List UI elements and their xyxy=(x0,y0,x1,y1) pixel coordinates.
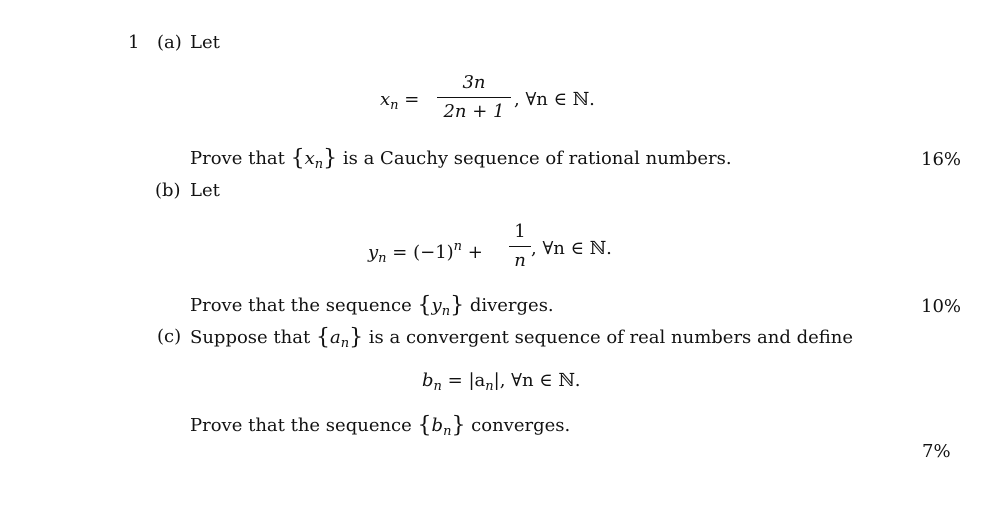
part-c-rhs-prefix: = |a xyxy=(447,370,486,391)
part-a-prove-suffix: is a Cauchy sequence of rational numbers. xyxy=(342,148,732,169)
part-a-prove-prefix: Prove that xyxy=(190,148,285,169)
part-a-equals: = xyxy=(404,89,420,110)
part-b-intro: Let xyxy=(190,180,220,201)
part-b-exponent: n xyxy=(453,239,463,254)
part-c-prove-prefix: Prove that the sequence xyxy=(190,415,412,436)
part-b-lhs-sub: n xyxy=(378,251,387,266)
part-a-lhs-var: x xyxy=(380,89,391,110)
part-b-prove-prefix: Prove that the sequence xyxy=(190,295,412,316)
part-b-set-sub: n xyxy=(441,304,451,319)
part-c-intro xyxy=(190,327,853,350)
part-a-lhs-sub: n xyxy=(390,98,399,113)
part-c-prove-suffix: converges. xyxy=(471,415,571,436)
part-b-equation-suffix: , ∀n ∈ ℕ. xyxy=(531,238,612,259)
part-a-prove-text xyxy=(190,148,732,171)
part-a-set-var: x xyxy=(304,148,315,169)
part-b-prove-suffix: diverges. xyxy=(469,295,554,316)
part-b-denominator: n xyxy=(514,250,526,272)
part-b-lhs-var: y xyxy=(368,242,379,263)
part-b-marks: 10% xyxy=(921,296,962,317)
part-a-denominator: 2n + 1 xyxy=(443,101,505,123)
part-b-fraction-bar xyxy=(509,246,531,247)
part-b-plus: + xyxy=(467,242,483,263)
part-a-close-brace: } xyxy=(323,146,338,171)
part-a-set-sub: n xyxy=(314,157,324,172)
part-c-close-brace-2: } xyxy=(451,413,466,438)
part-a-fraction-bar xyxy=(437,97,511,98)
part-c-open-brace: { xyxy=(315,325,330,350)
part-c-set-var: a xyxy=(329,327,341,348)
part-c-intro-suffix: is a convergent sequence of real numbers and define xyxy=(368,327,854,348)
part-a-equation-suffix: , ∀n ∈ ℕ. xyxy=(514,89,595,110)
part-c-rhs-suffix: |, ∀n ∈ ℕ. xyxy=(493,370,581,391)
part-b-set-var: y xyxy=(431,295,442,316)
part-c-marks: 7% xyxy=(922,441,951,462)
part-c-close-brace: } xyxy=(349,325,364,350)
part-b-label: (b) xyxy=(155,180,181,201)
part-c-intro-prefix: Suppose that xyxy=(190,327,311,348)
part-b-fraction xyxy=(509,223,531,270)
part-c-rhs-sub: n xyxy=(485,379,494,394)
part-b-prove-text xyxy=(190,295,554,318)
part-a-open-brace: { xyxy=(290,146,305,171)
part-a-label: (a) xyxy=(157,32,182,53)
part-c-open-brace-2: { xyxy=(417,413,432,438)
part-c-set-sub: n xyxy=(340,336,350,351)
part-a-marks: 16% xyxy=(921,149,962,170)
question-number: 1 xyxy=(128,32,140,53)
part-b-open-brace: { xyxy=(417,293,432,318)
part-b-expr-left: = (−1) xyxy=(392,242,454,263)
part-a-equation-lhs xyxy=(380,91,419,112)
part-c-prove-text xyxy=(190,415,570,438)
part-c-lhs-sub: n xyxy=(433,379,442,394)
part-c-lhs-var: b xyxy=(422,370,434,391)
part-a-intro: Let xyxy=(190,32,220,53)
part-b-numerator: 1 xyxy=(514,221,526,242)
part-c-equation xyxy=(422,372,581,393)
part-b-close-brace: } xyxy=(450,293,465,318)
part-a-numerator: 3n xyxy=(462,72,486,93)
part-c-set-sub-2: n xyxy=(443,424,452,439)
part-b-equation-left xyxy=(368,240,483,265)
part-a-fraction xyxy=(437,74,511,121)
part-c-set-var-2: b xyxy=(431,415,444,436)
part-c-label: (c) xyxy=(157,326,182,347)
